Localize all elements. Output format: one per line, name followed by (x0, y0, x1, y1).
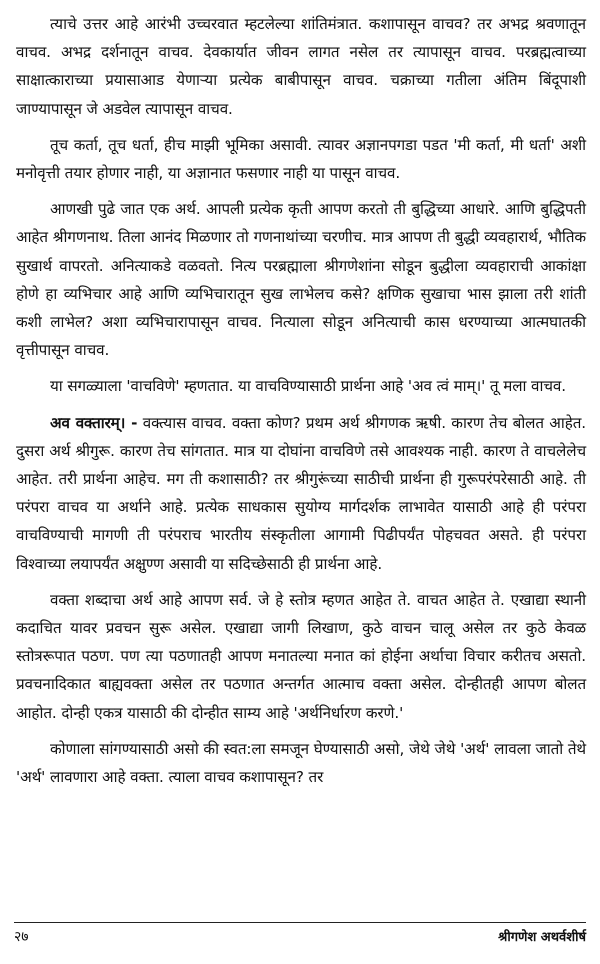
section-heading: अव वक्तारम्। - (50, 413, 138, 432)
paragraph-1: त्याचे उत्तर आहे आरंभी उच्चरवात म्हटलेल्या शांतिमंत्रात. कशापासून वाचव? तर अभद्र श्रवणातून वाचव. अभद्र दर्शनातून वाचव. देवकार्यात जीवन लागत नसेल तर त्यापासून वाचव. परब्रह्मत्वाच्या साक्षात्काराच्या प्रयासाआड येणाऱ्या प्रत्येक बाबीपासून वाचव. चक्राच्या गतीला अंतिम बिंदूपाशी जाण्यापासून जे अडवेल त्यापासून वाचव. (16, 15, 586, 118)
paragraph-6: कोणाला सांगण्यासाठी असो की स्वत:ला समजून घेण्यासाठी असो, जेथे जेथे 'अर्थ' लावला जातो तेथे 'अर्थ' लावणारा आहे वक्ता. त्याला वाचव कशापासून? तर (16, 739, 586, 787)
paragraph-5: वक्ता शब्दाचा अर्थ आहे आपण सर्व. जे हे स्तोत्र म्हणत आहेत ते. वाचत आहेत ते. एखाद्या स्थानी कदाचित यावर प्रवचन सुरू असेल. एखाद्या जागी लिखाण, कुठे वाचन चालू असेल तर कुठे केवळ स्तोत्ररूपात पठण. पण त्या पठणातही आपण मनातल्या मनात कां होईना अर्थाचा विचार करीतच असतो. प्रवचनादिकात बाह्यवक्ता असेल तर पठणात अन्तर्गत आत्माच वक्ता असेल. दोन्हीतही आपण बोलत आहोत. दोन्ही एकत्र यासाठी की दोन्हीत साम्य आहे 'अर्थनिर्धारण करणे.' (16, 590, 586, 722)
page-footer (14, 922, 586, 946)
paragraph-4: या सगळ्याला 'वाचविणे' म्हणतात. या वाचविण्यासाठी प्रार्थना आहे 'अव त्वं माम्।' तू मला वाचव. (50, 377, 566, 396)
section-text: वक्त्यास वाचव. वक्ता कोण? प्रथम अर्थ श्रीगणक ऋषी. कारण तेच बोलत आहेत. दुसरा अर्थ श्रीगुरू. कारण तेच सांगतात. मात्र या दोघांना वाचविणे तसे आवश्यक नाही. कारण ते वाचलेलेच आहेत. तरी प्रार्थना आहेच. मग ती कशासाठी? तर श्रीगुरूंच्या साठीची प्रार्थना ही गुरूपरंपरेसाठी आहे. ती परंपरा वाचव या अर्थाने आहे. प्रत्येक साधकास सुयोग्य मार्गदर्शक लाभावेत यासाठी आहे ही परंपरा वाचविण्याची मागणी ती परंपराच भारतीय संस्कृतीला आगामी पिढीपर्यंत पोहचवत असते. ही परंपरा विश्वाच्या लयापर्यंत अक्षुण्ण असावी या सदिच्छेसाठी ही प्रार्थना आहे. (16, 413, 586, 573)
book-title: श्रीगणेश अथर्वशीर्ष (498, 930, 586, 945)
section-paragraph (16, 409, 586, 578)
page-number: २७ (14, 929, 29, 945)
paragraph-2: तूच कर्ता, तूच धर्ता, हीच माझी भूमिका असावी. त्यावर अज्ञानपगडा पडत 'मी कर्ता, मी धर्ता' अशी मनोवृत्ती तयार होणार नाही, या अज्ञानात फसणार नाही या पासून वाचव. (16, 135, 586, 183)
paragraph-3: आणखी पुढे जात एक अर्थ. आपली प्रत्येक कृती आपण करतो ती बुद्धिच्या आधारे. आणि बुद्धिपती आहेत श्रीगणनाथ. तिला आनंद मिळणार तो गणनाथांच्या चरणीच. मात्र आपण ती बुद्धी व्यवहारार्थ, भौतिक सुखार्थ वापरतो. अनित्याकडे वळवतो. नित्य परब्रह्माला श्रीगणेशांना सोडून बुद्धीला व्यवहाराची आकांक्षा होणे हा व्यभिचार आहे आणि व्यभिचारातून सुख लाभेलच कसे? क्षणिक सुखाचा भास झाला तरी शांती कशी लाभेल? अशा व्यभिचारापासून वाचव. नित्याला सोडून अनित्याची कास धरण्याच्या आत्मघातकी वृत्तीपासून वाचव. (16, 200, 586, 360)
